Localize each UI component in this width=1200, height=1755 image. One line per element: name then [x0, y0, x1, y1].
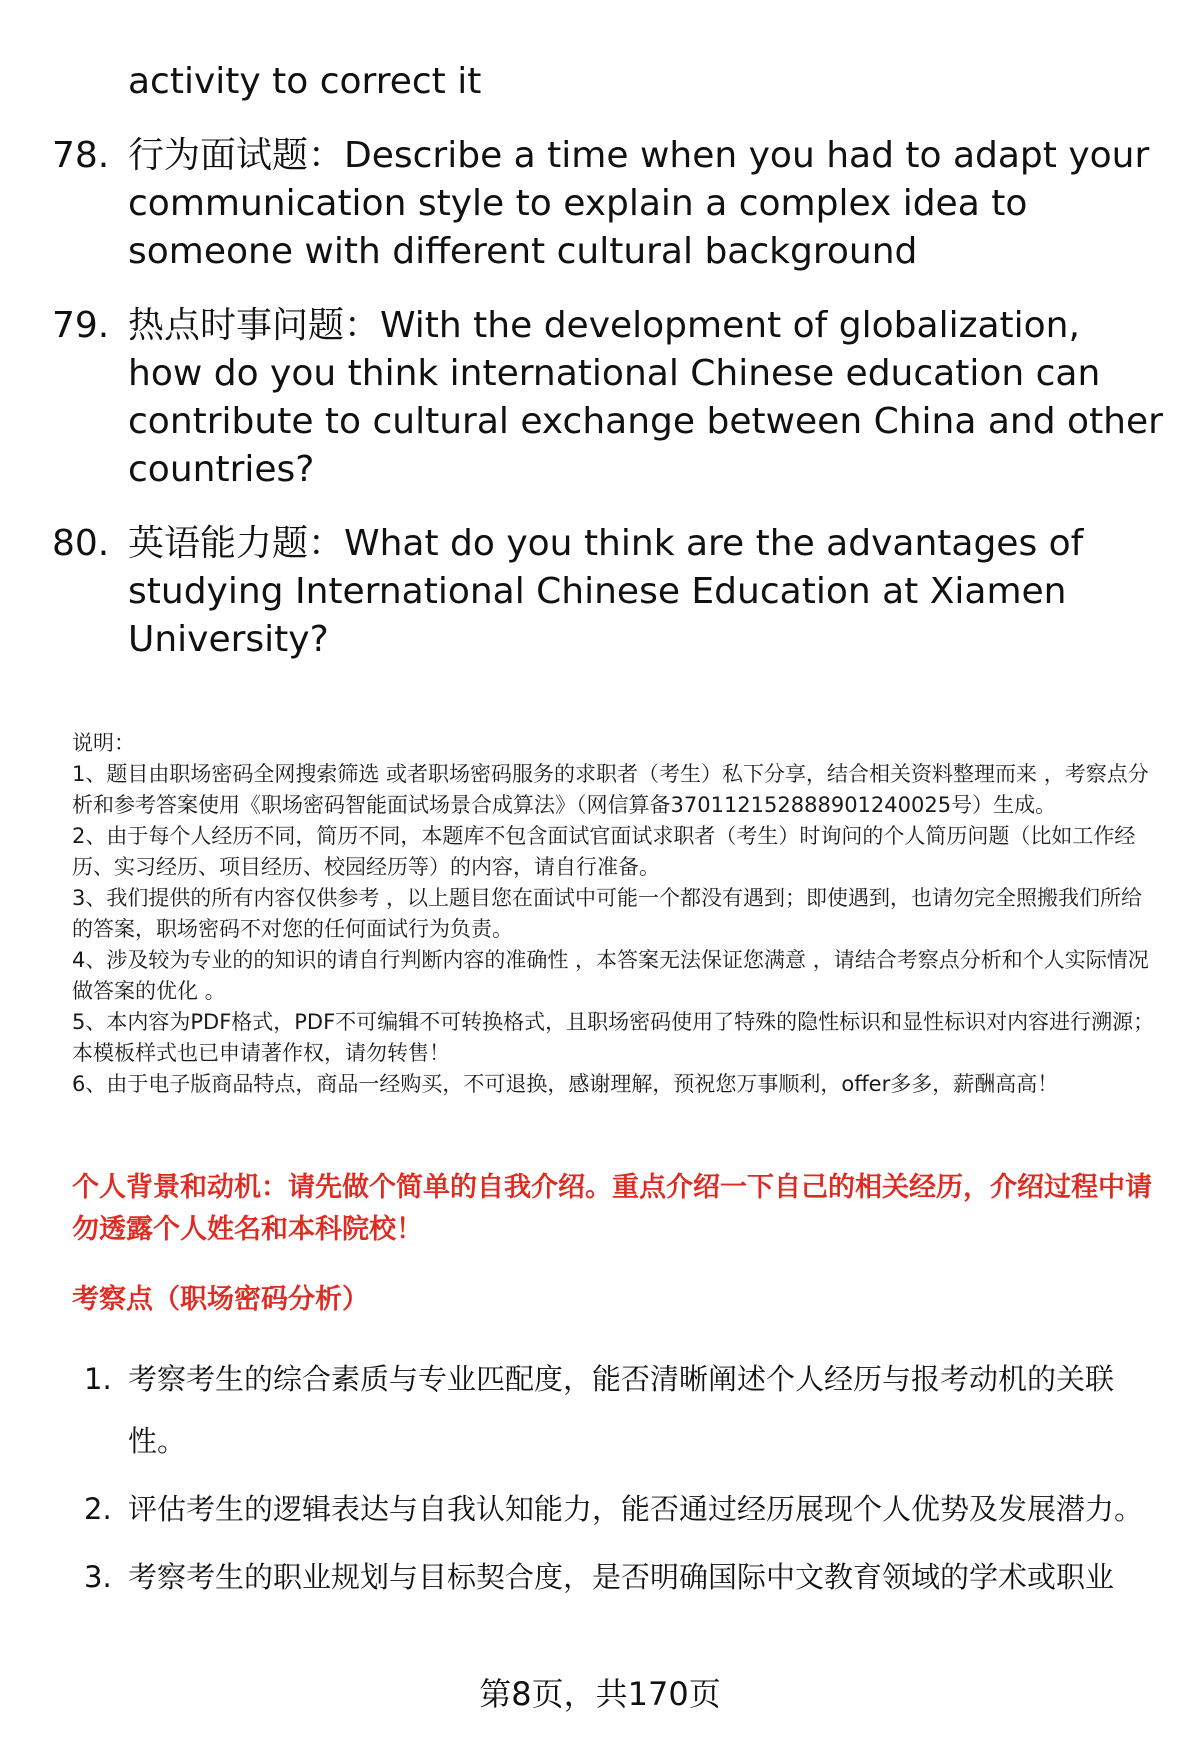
question-number: 79. [52, 305, 110, 346]
section-question-heading: 个人背景和动机：请先做个简单的自我介绍。重点介绍一下自己的相关经历，介绍过程中请勿透露个人姓名和本科院校！ [72, 1172, 1152, 1245]
continuation-text: activity to correct it [128, 61, 482, 102]
question-number: 80. [52, 523, 110, 564]
question-item [0, 132, 1200, 276]
page-number-footer: 第8页，共170页 [479, 1675, 721, 1713]
list-item [0, 1348, 1200, 1472]
question-list [0, 58, 1200, 690]
list-item [0, 1478, 1200, 1540]
question-text: 热点时事问题：With the development of globalization, how do you think international Chinese education can contribute to cultural exchange between China and other countries? [128, 305, 1163, 490]
note-item: 3、我们提供的所有内容仅供参考 ，以上题目您在面试中可能一个都没有遇到；即使遇到，也请勿完全照搬我们所给的答案，职场密码不对您的任何面试行为负责。 [72, 886, 1143, 941]
list-item [0, 1546, 1200, 1608]
point-number: 1. [84, 1362, 112, 1396]
question-continuation [0, 58, 1200, 106]
note-item: 6、由于电子版商品特点，商品一经购买，不可退换，感谢理解，预祝您万事顺利，offer多多，薪酬高高！ [72, 1072, 1059, 1096]
question-text: 英语能力题：What do you think are the advantages of studying International Chinese Education at Xiamen University? [128, 523, 1084, 660]
question-text: 行为面试题：Describe a time when you had to adapt your communication style to explain a complex idea to someone with different cultural background [128, 135, 1150, 272]
section-points-heading: 考察点（职场密码分析） [72, 1284, 369, 1315]
point-number: 3. [84, 1560, 112, 1594]
note-item: 5、本内容为PDF格式，PDF不可编辑不可转换格式，且职场密码使用了特殊的隐性标识和显性标识对内容进行溯源；本模板样式也已申请著作权，请勿转售！ [72, 1010, 1155, 1065]
notes-title: 说明： [72, 731, 135, 755]
note-item: 4、涉及较为专业的的知识的请自行判断内容的准确性 ，本答案无法保证您满意 ，请结合考察点分析和个人实际情况做答案的优化 。 [72, 948, 1149, 1003]
notes-block [72, 728, 1162, 1100]
question-item [0, 520, 1200, 664]
point-number: 2. [84, 1492, 112, 1526]
point-text: 考察考生的综合素质与专业匹配度，能否清晰阐述个人经历与报考动机的关联性。 [128, 1362, 1115, 1458]
point-text: 考察考生的职业规划与目标契合度，是否明确国际中文教育领域的学术或职业 [128, 1560, 1115, 1594]
question-item [0, 302, 1200, 494]
question-number: 78. [52, 135, 110, 176]
note-item: 1、题目由职场密码全网搜索筛选 或者职场密码服务的求职者（考生）私下分享，结合相关资料整理而来 ，考察点分析和参考答案使用《职场密码智能面试场景合成算法》（网信算备370112152888901240025号）生成。 [72, 762, 1149, 817]
note-item: 2、由于每个人经历不同，简历不同，本题库不包含面试官面试求职者（考生）时询问的个人简历问题（比如工作经历、实习经历、项目经历、校园经历等）的内容，请自行准备。 [72, 824, 1136, 879]
point-text: 评估考生的逻辑表达与自我认知能力，能否通过经历展现个人优势及发展潜力。 [128, 1492, 1144, 1526]
analysis-points-list [0, 1348, 1200, 1614]
